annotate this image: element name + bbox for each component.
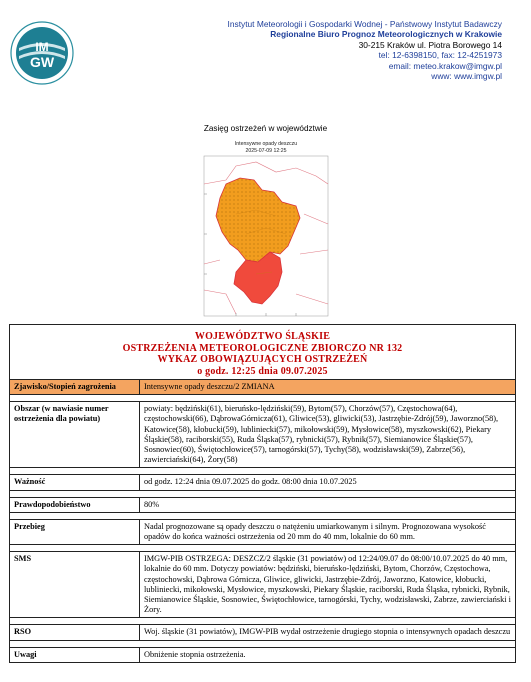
row-value-phenomenon: Intensywne opady deszczu/2 ZMIANA [140,380,516,395]
map-svg [196,154,336,326]
row-value-course: Nadal prognozowane są opady deszczu o natężeniu umiarkowanym i silnym. Prognozowana wysokość opadów do końca ważności ostrzeżenia od 20 mm do 40 mm, lokalnie do 60 mm. [140,519,516,544]
table-row [10,625,516,640]
warning-title-list: WYKAZ OBOWIĄZUJĄCYCH OSTRZEŻEŃ [157,354,368,365]
table-row [10,519,516,544]
map-caption-date: 2025-07-09 12:25 [245,147,287,154]
website[interactable]: www: www.imgw.pl [431,71,502,82]
table-row [10,475,516,490]
row-value-rso: Woj. śląskie (31 powiatów), IMGW-PIB wydał ostrzeżenie drugiego stopnia o intensywnych opadach deszczu [140,625,516,640]
email[interactable]: email: meteo.krakow@imgw.pl [388,60,502,71]
row-spacer [10,618,516,625]
table-row [10,380,516,395]
row-spacer [10,395,516,402]
table-row [10,647,516,662]
neighbor-border-west [204,260,236,314]
warning-title-number: OSTRZEŻENIA METEOROLOGICZNE ZBIORCZO NR 132 [122,342,403,354]
row-spacer [10,468,516,475]
logo-text-bottom: GW [29,54,55,70]
warning-title-time: o godz. 12:25 dnia 09.07.2025 [197,365,328,377]
institute-name: Instytut Meteorologii i Gospodarki Wodnej - Państwowy Instytut Badawczy [227,19,502,29]
row-value-validity: od godz. 12:24 dnia 09.07.2025 do godz. 08:00 dnia 10.07.2025 [140,475,516,490]
row-label-sms: SMS [10,552,140,618]
row-label-probability: Prawdopodobieństwo [10,497,140,512]
phone-fax: tel: 12-6398150, fax: 12-4251973 [378,50,502,61]
row-spacer [10,545,516,552]
warning-map [196,141,336,327]
row-label-validity: Ważność [10,475,140,490]
map-caption-phenomenon: Intensywne opady deszczu [234,141,298,147]
warning-title-region: WOJEWÓDZTWO ŚLĄSKIE [194,331,331,342]
table-row [10,402,516,468]
address: 30-215 Kraków ul. Piotra Borowego 14 [358,39,502,50]
warning-table [9,324,516,663]
logo-text-top: IM [35,40,49,54]
warning-title-block [10,325,516,380]
row-value-notes: Obniżenie stopnia ostrzeżenia. [140,647,516,662]
institute-header [228,19,502,81]
row-value-probability: 80% [140,497,516,512]
row-label-area: Obszar (w nawiasie numer ostrzeżenia dla powiatu) [10,402,140,468]
table-row [10,552,516,618]
neighbor-border-north [204,162,328,184]
row-spacer [10,512,516,519]
row-label-course: Przebieg [10,519,140,544]
row-spacer [10,640,516,647]
neighbor-border-east [296,214,328,304]
orange-area-hatch [216,178,300,262]
office-name: Regionalne Biuro Prognoz Meteorologicznych w Krakowie [270,29,502,40]
row-label-rso: RSO [10,625,140,640]
row-label-notes: Uwagi [10,647,140,662]
table-row [10,497,516,512]
row-value-area: powiaty: będziński(61), bieruńsko-lędziński(59), Bytom(57), Chorzów(57), Częstochowa(64), częstochowski(66), DąbrowaGórnicza(61), Gliwice(53), gliwicki(53), Jastrzębie-Zdrój(59), Jaworzno(58), Katowice(58), kłobucki(59), lubliniecki(57), mikołowski(59), Mysłowice(58), myszkowski(62), Piekary Śląskie(58), raciborski(55), Ruda Śląska(57), rybnicki(57), Rybnik(57), Siemianowice Śląskie(57), Sosnowiec(60), Świętochłowice(57), tarnogórski(57), Tychy(58), wodzisławski(59), Zabrze(56), zawierciański(64), Żory(58) [140,402,516,468]
imgw-logo [9,20,75,86]
row-spacer [10,490,516,497]
row-value-sms: IMGW-PIB OSTRZEGA: DESZCZ/2 śląskie (31 powiatów) od 12:24/09.07 do 08:00/10.07.2025 do 40 mm, lokalnie do 60 mm. Dotyczy powiatów: będziński, bieruńsko-lędziński, Bytom, Chorzów, Częstochowa, częstochowski, Dąbrowa Górnicza, Gliwice, gliwicki, Jastrzębie-Zdrój, Jaworzno, Katowice, kłobucki, lubliniecki, mikołowski, Mysłowice, myszkowski, Piekary Śląskie, raciborski, Ruda Śląska, rybnicki, Rybnik, Siemianowice Śląskie, Sosnowiec, Świętochłowice, tarnogórski, Tychy, wodzisławski, Zabrze, zawierciański i Żory. [140,552,516,618]
row-label-phenomenon: Zjawisko/Stopień zagrożenia [10,380,140,395]
map-title: Zasięg ostrzeżeń w województwie [203,124,328,133]
